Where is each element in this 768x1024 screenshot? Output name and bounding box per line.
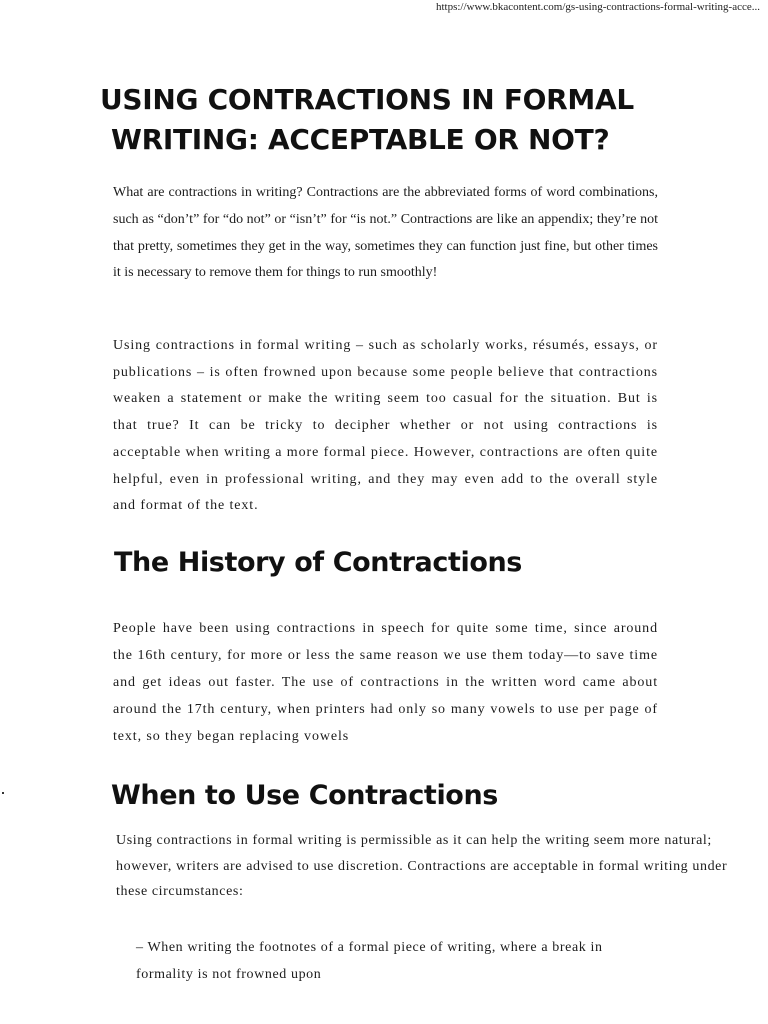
- stray-dot: [2, 792, 4, 794]
- when-heading: When to Use Contractions: [111, 780, 498, 811]
- article-title: [100, 80, 700, 160]
- history-paragraph: People have been using contractions in speech for quite some time, since around the 16th century, for more or less the same reason we use them today—to save time and get ideas out faster. The use of contractions in the written word came about around the 17th century, when printers had only so many vowels to use per page of text, so they began replacing vowels: [113, 621, 658, 744]
- article-title-line-1: USING CONTRACTIONS IN FORMAL: [100, 83, 634, 116]
- history-heading: The History of Contractions: [114, 547, 522, 578]
- page-url: https://www.bkacontent.com/gs-using-contractions-formal-writing-acce...: [435, 1, 760, 13]
- intro-paragraph: What are contractions in writing? Contractions are the abbreviated forms of word combinations, such as “don’t” for “do not” or “isn’t” for “is not.” Contractions are like an appendix; they’re not that pretty, sometimes they get in the way, sometimes they can function just fine, but other times it is necessary to remove them for things to run smoothly!: [113, 185, 658, 281]
- when-paragraph: Using contractions in formal writing is permissible as it can help the writing seem more natural; however, writers are advised to use discretion. Contractions are acceptable in formal writing under these circumstances:: [116, 833, 728, 899]
- bullet-item: – When writing the footnotes of a formal piece of writing, where a break in formality is not frowned upon: [136, 940, 603, 982]
- second-paragraph: Using contractions in formal writing – such as scholarly works, résumés, essays, or publications – is often frowned upon because some people believe that contractions weaken a statement or make the writing seem too casual for the situation. But is that true? It can be tricky to decipher whether or not using contractions is acceptable when writing a more formal piece. However, contractions are often quite helpful, even in professional writing, and they may even add to the overall style and format of the text.: [113, 338, 658, 514]
- article-title-line-2: WRITING: ACCEPTABLE OR NOT?: [111, 123, 610, 156]
